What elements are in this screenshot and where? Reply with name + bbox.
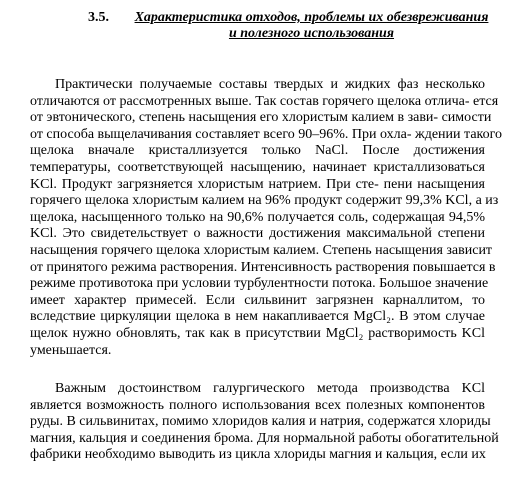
- paragraph-line: режиме противотока при условии турбулентности потока. Большое значение: [30, 276, 489, 292]
- paragraph-line: фабрики необходимо выводить из цикла хлориды магния и кальция, если их: [30, 447, 486, 463]
- paragraph-line: вследствие циркуляции щелока в нем накапливается MgCl₂. В этом случае: [30, 309, 485, 325]
- section-title: [125, 10, 498, 42]
- paragraph-line: KCl. Продукт загрязняется хлористым натрием. При сте- пени насыщения: [30, 176, 485, 192]
- paragraph-line: щелока вначале кристаллизуется только NaCl. После достижения: [30, 143, 485, 159]
- paragraph-line: температуры, соответствующей насыщению, начинает кристаллизоваться: [30, 159, 485, 175]
- section-number: 3.5.: [88, 10, 109, 25]
- section-title-line-1: Характеристика отходов, проблемы их обезвреживания: [134, 10, 489, 25]
- paragraph-line: щелок нужно обновлять, так как в присутствии MgCl₂ растворимость KCl: [30, 325, 485, 341]
- paragraph-line: является возможность полного использования всех полезных компонентов: [30, 397, 485, 413]
- paragraph-line: имеет характер примесей. Если сильвинит загрязнен карналлитом, то: [30, 292, 485, 308]
- paragraph-line: отличаются от рассмотренных выше. Так состав горячего щелока отлича- ется: [30, 93, 499, 109]
- paragraph-line: насыщения горячего щелока хлористым калием. Степень насыщения зависит: [30, 242, 493, 258]
- paragraph-line: от способа выщелачивания составляет всего 90–96%. При охла- ждении такого: [30, 126, 503, 142]
- paragraph-line: Важным достоинством галургического метода производства KCl: [55, 381, 485, 396]
- paragraph-line: магния, кальция и соединения брома. Для нормальной работы обогатительной: [30, 430, 499, 446]
- paragraph-line: щелока, насыщенного только на 90,6% получается соль, содержащая 94,5%: [30, 209, 485, 225]
- section-title-line-2: и полезного использования: [228, 26, 395, 41]
- paragraph-line: Практически получаемые составы твердых и жидких фаз несколько: [55, 77, 485, 92]
- paragraph-2: [30, 381, 499, 464]
- paragraph-1: [30, 77, 503, 359]
- paragraph-line: KCl. Это свидетельствует о важности достижения максимальной степени: [30, 226, 485, 242]
- paragraph-line: от эвтонического, степень насыщения его хлористым калием в зави- симости: [30, 110, 492, 126]
- paragraph-line: горячего щелока хлористым калием на 96% продукт содержит 99,3% KCl, а из: [30, 193, 499, 209]
- paragraph-line: от принятого режима растворения. Интенсивность растворения повышается в: [30, 259, 496, 275]
- paragraph-line: уменьшается.: [30, 342, 112, 358]
- paragraph-line: руды. В сильвинитах, помимо хлоридов калия и натрия, содержатся хлориды: [30, 414, 491, 430]
